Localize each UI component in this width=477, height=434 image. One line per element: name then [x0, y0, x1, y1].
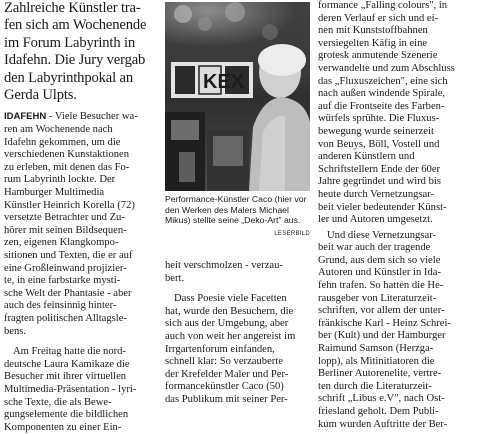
headline-line: den Labyrinthpokal an [4, 69, 133, 86]
paragraph-line [4, 111, 155, 124]
paragraph-line: sitionen und Texten, die er auf [4, 249, 133, 261]
paragraph-line: fränkische Karl - Heinz Schrei- [318, 317, 451, 329]
paragraph-line: Autoren und Künstler in Ida- [318, 267, 441, 279]
paragraph-line: das „Fluxuszeichen", eine sich [318, 75, 448, 87]
paragraph-line: der Krefelder Maler und Per- [165, 368, 289, 380]
caption-text: Performance-Künstler Caco (hier vor den Werken des Malers Michael Mikus) stellte seine „Deko-Art" aus. [165, 194, 307, 226]
paragraph-line: Komponenten zu einer Ein- [4, 421, 122, 433]
headline-line: im Forum Labyrinth in [4, 34, 136, 51]
paragraph-line: sich aus der Umgebung, aber [165, 318, 289, 330]
paragraph-line: Berliner Autorenelite, vertre- [318, 368, 442, 380]
paragraph-line: verwandelte und zum Abschluss [318, 62, 455, 74]
headline-line: Idafehn. Die Jury vergab [4, 52, 146, 69]
paragraph-line: Irrgartenforum einfanden, [165, 343, 275, 355]
paragraph-line: ler und Autoren umgesetzt. [318, 214, 433, 226]
paragraph-text: - Viele Besucher wa- [46, 111, 138, 123]
paragraph-line: bert. [165, 272, 185, 284]
paragraph-line: von Beuys, Böll, Vostell und [318, 138, 440, 150]
paragraph-line: beit vieler bedeutender Künst- [318, 201, 447, 213]
paragraph-line: auf die Frontseite des Farben- [318, 100, 445, 112]
paragraph-line: würfels sprühte. Die Fluxus- [318, 113, 440, 125]
paragraph-line: zu erleben, mit denen das Fo- [4, 161, 130, 173]
paragraph-line: Am Freitag hatte die nord- [13, 346, 126, 358]
paragraph-line: versetzte Betrachter und Zu- [4, 212, 125, 224]
paragraph-line: sche Welt der Phantasie - aber [4, 287, 132, 299]
paragraph-line: gungselemente die bildlichen [4, 409, 129, 421]
paragraph-line: fragten politischen Alltagsle- [4, 312, 127, 324]
paragraph-line: formancekünstler Caco (50) [165, 381, 284, 393]
headline-line: fen sich am Wochenende [4, 17, 147, 34]
paragraph-line: Idafehn gekommen, um die [4, 136, 121, 148]
column-right [318, 0, 475, 430]
paragraph-line: fehn trafen. So hatten die He- [318, 280, 444, 292]
paragraph-line: hat, wurde den Besuchern, die [165, 305, 294, 317]
paragraph-line: schrift „Libus e.V", nach Ost- [318, 393, 445, 405]
paragraph-line: zen, eigenen Klangkompo- [4, 237, 119, 249]
paragraph-line: grotesk anmutende Szenerie [318, 50, 438, 62]
paragraph-line: Grund, aus dem sich so viele [318, 254, 441, 266]
paragraph-line: heute durch Vernetzungsar- [318, 188, 435, 200]
paragraph-line: schriften, vor allem der unter- [318, 305, 445, 317]
paragraph-line: auch des feinsinnig hinter- [4, 300, 117, 312]
paragraph-line: eine Großleinwand projizier- [4, 262, 127, 274]
paragraph-line: Raimund Samson (Herzga- [318, 343, 434, 355]
headline [4, 0, 155, 104]
paragraph-line: ber (Kult) und der Hamburger [318, 330, 446, 342]
paragraph-line: Künstler Heinrich Korella (72) [4, 199, 135, 211]
paragraph-line: nach außen windende Spirale, [318, 88, 446, 100]
photo-caption [165, 194, 310, 239]
paragraph-line: kum wurden Auftritte der Ber- [318, 418, 448, 430]
paragraph-line: formance „Falling colours", in [318, 0, 448, 11]
headline-line: Zahlreiche Künstler tra- [4, 0, 141, 16]
paragraph-line: rausgeber von Literaturzeit- [318, 292, 437, 304]
column-middle [165, 260, 310, 407]
paragraph-line: beit war auch der tragende [318, 242, 431, 254]
photo-credit: LESERBILD [274, 230, 310, 237]
paragraph-line: lopp), als Mitinitiatoren die [318, 355, 435, 367]
paragraph-line: nen mit Kunststoffbahnen [318, 25, 428, 37]
paragraph-line: ten durch die Literaturzeit- [318, 380, 432, 392]
paragraph-line: bewegung wurde seinerzeit [318, 125, 434, 137]
paragraph-line: versiegelten Käfig in eine [318, 37, 428, 49]
paragraph-line: deutsche Laura Kamikaze die [4, 358, 130, 370]
paragraph-line: deren Verlauf er sich und ei- [318, 12, 439, 24]
paragraph-line: Schriftstellern Ende der 60er [318, 163, 441, 175]
paragraph-line: schnell klar: So verzauberte [165, 356, 283, 368]
paragraph-line: ren am Wochenende nach [4, 124, 113, 136]
article-paragraph [4, 111, 155, 338]
paragraph-line: Jahre gegründet und wird bis [318, 176, 441, 188]
paragraph-line: Hamburger Multimedia [4, 187, 105, 198]
photo-image [165, 2, 310, 191]
headline-line: Gerda Ulpts. [4, 87, 77, 104]
paragraph-line: Und diese Vernetzungsar- [327, 229, 437, 241]
sign-lettering: KEX [203, 71, 245, 93]
paragraph-line: rum Labyrinth lockte. Der [4, 174, 116, 186]
paragraph-line: bens. [4, 325, 27, 337]
paragraph-line: friesland geholt. Dem Publi- [318, 406, 439, 417]
dateline: IDAFEHN [4, 111, 47, 123]
paragraph-line: te, in eine farbstarke mysti- [4, 275, 121, 287]
column-left [4, 0, 155, 433]
article-paragraph [4, 346, 155, 434]
paragraph-line: heit verschmolzen - verzau- [165, 260, 283, 271]
paragraph-line: anderen Künstlern und [318, 151, 415, 163]
paragraph-line: verschiedenen Kunstaktionen [4, 149, 130, 161]
paragraph-line: Dass Poesie viele Facetten [174, 293, 287, 305]
article-photo [165, 2, 310, 191]
paragraph-line: hörer mit seinen Bildsequen- [4, 224, 127, 236]
paragraph-line: sche Texte, die als Bewe- [4, 396, 112, 408]
paragraph-line: Besucher mit ihrer virtuellen [4, 371, 127, 383]
paragraph-line: das Publikum mit seiner Per- [165, 393, 288, 405]
paragraph-line: Multimedia-Präsentation - lyri- [4, 383, 137, 395]
paragraph-line: auch von weit her angereist im [165, 330, 296, 342]
